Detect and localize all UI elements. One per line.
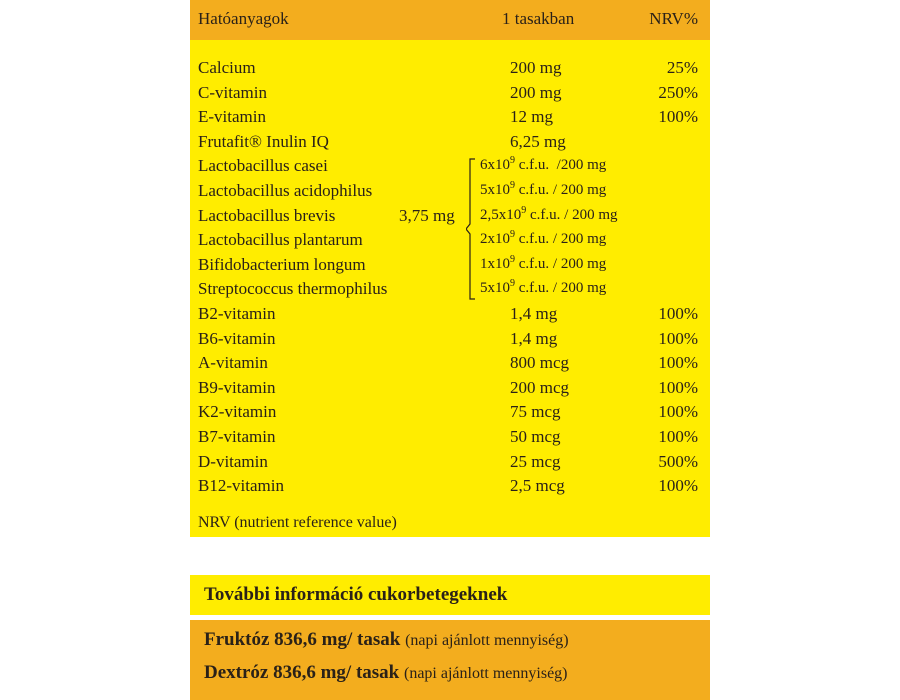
ingredient-nrv: 100% <box>658 427 698 446</box>
count-exponent: 9 <box>510 253 515 265</box>
probiotic-count <box>480 253 607 273</box>
ingredient-name: Calcium <box>198 58 256 77</box>
count-base: 2,5x10 <box>480 206 522 223</box>
probiotic-total-dose: 3,75 mg <box>399 206 455 225</box>
ingredient-name: Streptococcus thermophilus <box>198 279 388 299</box>
ingredient-nrv: 100% <box>658 353 698 373</box>
count-unit: c.f.u. / 200 mg <box>526 206 618 223</box>
ingredient-amount: 800 mcg <box>510 353 570 373</box>
header-nrv: NRV% <box>649 9 698 28</box>
ingredient-name: K2-vitamin <box>198 402 277 422</box>
table-row <box>190 156 710 180</box>
count-base: 6x10 <box>480 157 510 174</box>
probiotic-count <box>480 231 606 248</box>
ingredient-name: D-vitamin <box>198 451 268 471</box>
table-row <box>190 378 710 402</box>
table-row <box>190 427 710 451</box>
fructose-note: (napi ajánlott mennyiség) <box>405 632 569 649</box>
count-exponent: 9 <box>510 229 515 241</box>
ingredient-nrv: 100% <box>658 402 698 422</box>
count-unit: c.f.u. / 200 mg <box>515 280 607 297</box>
table-header <box>190 0 710 40</box>
ingredient-name: Frutafit® Inulin IQ <box>198 131 329 151</box>
fructose-line <box>204 629 569 651</box>
ingredient-name: Lactobacillus casei <box>198 156 328 176</box>
ingredient-name: C-vitamin <box>198 82 267 102</box>
count-base: 1x10 <box>480 255 510 272</box>
diabetic-info-title-bar <box>190 575 710 615</box>
ingredient-amount: 50 mcg <box>510 427 561 446</box>
table-row <box>190 132 710 156</box>
count-unit: c.f.u. /200 mg <box>515 157 607 174</box>
ingredient-name: B2-vitamin <box>198 304 276 323</box>
ingredient-nrv: 500% <box>658 451 698 471</box>
ingredient-amount: 1,4 mg <box>510 304 558 323</box>
table-row <box>190 402 710 426</box>
ingredient-amount: 25 mcg <box>510 451 561 471</box>
count-exponent: 9 <box>521 204 527 216</box>
count-exponent: 9 <box>510 180 515 191</box>
fructose-amount: Fruktóz 836,6 mg/ tasak <box>204 629 401 650</box>
table-row <box>190 329 710 353</box>
table-row <box>190 58 710 82</box>
table-row <box>190 304 710 328</box>
probiotic-count <box>480 280 606 297</box>
probiotic-count <box>480 157 606 174</box>
dextrose-line <box>204 662 568 684</box>
ingredient-name: Lactobacillus plantarum <box>198 230 363 250</box>
header-per-sachet: 1 tasakban <box>502 9 575 28</box>
probiotic-count <box>480 182 606 199</box>
count-base: 2x10 <box>480 231 510 248</box>
ingredient-nrv: 100% <box>658 304 698 323</box>
nrv-footnote: NRV (nutrient reference value) <box>198 514 397 531</box>
ingredient-name: B7-vitamin <box>198 427 276 446</box>
ingredient-name: A-vitamin <box>198 353 268 373</box>
ingredient-nrv: 100% <box>658 107 698 127</box>
ingredient-amount: 200 mg <box>510 58 562 77</box>
header-ingredients: Hatóanyagok <box>198 9 289 28</box>
table-row <box>190 279 710 303</box>
diabetic-info-title: További információ cukorbetegeknek <box>204 584 508 605</box>
table-row <box>190 83 710 107</box>
ingredients-table <box>190 40 710 537</box>
ingredient-name: Lactobacillus acidophilus <box>198 181 373 200</box>
count-exponent: 9 <box>510 278 515 290</box>
count-base: 5x10 <box>480 182 510 198</box>
ingredient-name: B9-vitamin <box>198 377 276 397</box>
ingredient-name: B6-vitamin <box>198 328 276 348</box>
table-row <box>190 353 710 377</box>
ingredient-name: Bifidobacterium longum <box>198 254 366 274</box>
ingredient-nrv: 25% <box>666 58 698 77</box>
ingredient-amount: 12 mg <box>510 107 553 127</box>
ingredient-nrv: 100% <box>658 476 698 496</box>
ingredient-name: E-vitamin <box>198 107 266 127</box>
count-unit: c.f.u. / 200 mg <box>515 255 607 272</box>
ingredient-name: Lactobacillus brevis <box>198 205 336 225</box>
count-exponent: 9 <box>510 155 515 167</box>
ingredient-amount: 2,5 mcg <box>510 476 565 496</box>
ingredient-nrv: 100% <box>658 328 698 348</box>
count-base: 5x10 <box>480 280 510 297</box>
table-row <box>190 255 710 279</box>
ingredient-amount: 6,25 mg <box>510 131 566 151</box>
diabetic-info-panel <box>190 620 710 700</box>
ingredient-amount: 200 mcg <box>510 377 570 397</box>
ingredient-nrv: 100% <box>658 377 698 397</box>
table-row <box>190 206 710 230</box>
probiotic-count <box>480 204 618 224</box>
table-row <box>190 452 710 476</box>
ingredient-amount: 75 mcg <box>510 402 561 422</box>
ingredient-nrv: 250% <box>658 82 698 102</box>
dextrose-amount: Dextróz 836,6 mg/ tasak <box>204 662 400 683</box>
table-row <box>190 230 710 254</box>
count-unit: c.f.u. / 200 mg <box>515 182 607 198</box>
count-unit: c.f.u. / 200 mg <box>515 231 607 248</box>
dextrose-note: (napi ajánlott mennyiség) <box>404 665 568 682</box>
table-row <box>190 107 710 131</box>
ingredient-amount: 1,4 mg <box>510 328 558 348</box>
ingredient-amount: 200 mg <box>510 82 562 102</box>
ingredient-name: B12-vitamin <box>198 476 284 496</box>
table-row <box>190 476 710 500</box>
table-row <box>190 181 710 205</box>
